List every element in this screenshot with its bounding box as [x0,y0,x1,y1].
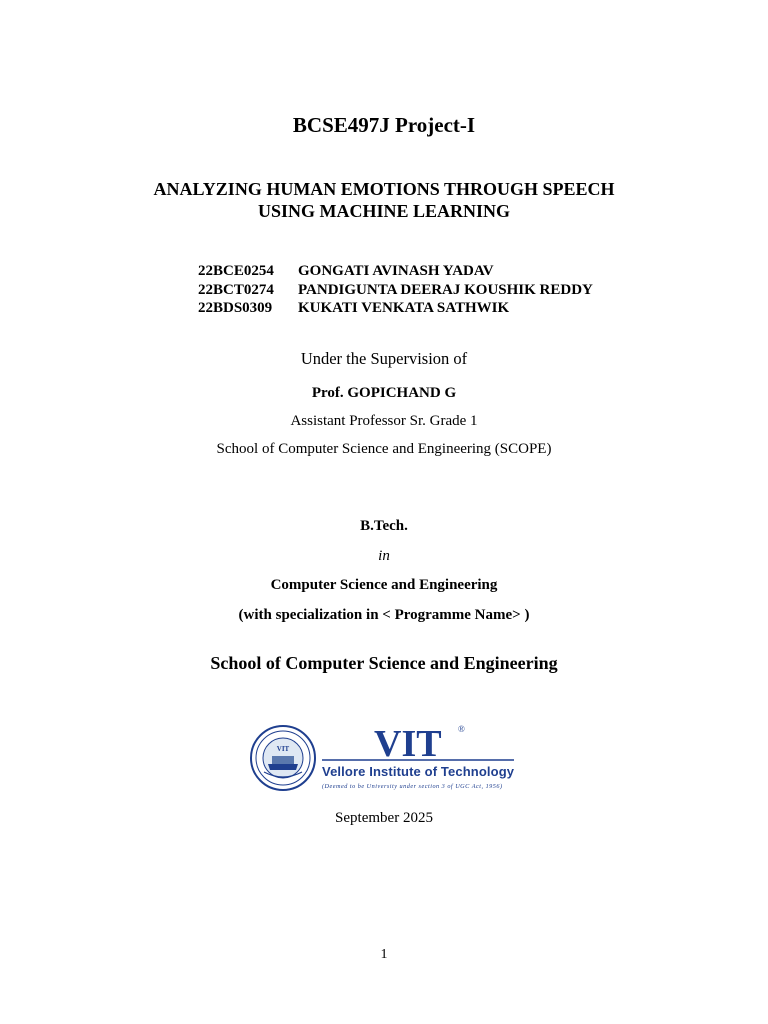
project-title-line-2: USING MACHINE LEARNING [257,201,511,221]
vit-seal-icon [251,726,315,790]
student-row [198,262,593,281]
supervisor-designation: Assistant Professor Sr. Grade 1 [290,413,478,429]
student-reg-number: 22BDS0309 [198,300,273,316]
student-name: KUKATI VENKATA SATHWIK [298,300,510,316]
project-title [0,178,768,222]
student-name: GONGATI AVINASH YADAV [298,263,494,279]
submission-date: September 2025 [335,810,433,826]
student-list [198,262,593,318]
institute-full-name: Vellore Institute of Technology [322,764,514,779]
institute-tagline: (Deemed to be University under section 3 of UGC Act, 1956) [322,783,502,790]
student-row [198,281,593,300]
degree-specialization: (with specialization in < Programme Name> ) [238,607,530,623]
supervision-intro: Under the Supervision of [300,349,468,368]
vit-logo [250,722,520,794]
student-name: PANDIGUNTA DEERAJ KOUSHIK REDDY [298,281,593,298]
project-title-line-1: ANALYZING HUMAN EMOTIONS THROUGH SPEECH [153,179,615,199]
vit-logo-graphic [250,722,520,794]
degree-branch: Computer Science and Engineering [270,577,498,593]
degree-in: in [378,548,390,564]
degree-name: B.Tech. [360,518,408,534]
vit-wordmark: VIT [374,723,442,765]
registered-mark: ® [458,724,465,734]
student-row [198,299,593,318]
student-reg-number: 22BCE0254 [198,263,274,279]
course-code-title: BCSE497J Project-I [292,113,476,137]
svg-text:VIT: VIT [276,745,290,753]
school-name: School of Computer Science and Engineering [210,653,558,673]
student-reg-number: 22BCT0274 [198,281,274,298]
supervisor-name: Prof. GOPICHAND G [311,385,457,401]
supervisor-school: School of Computer Science and Engineering (SCOPE) [216,441,552,457]
page-number: 1 [380,947,388,962]
